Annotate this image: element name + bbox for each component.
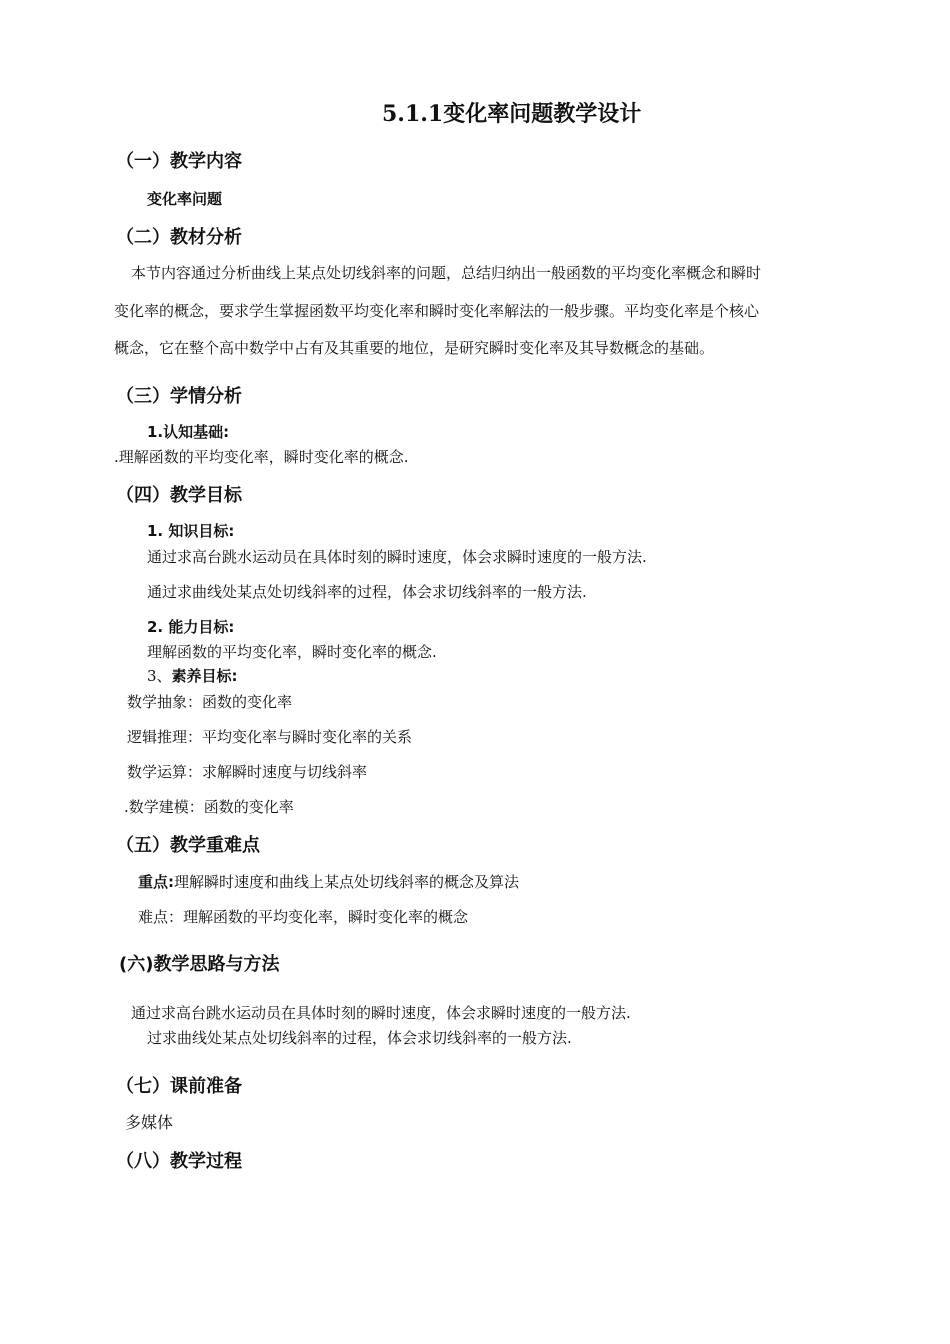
- key-point-label: 重点:: [138, 873, 174, 891]
- literacy-line-4: .数学建模：函数的变化率: [124, 798, 294, 816]
- literacy-line-2: 逻辑推理：平均变化率与瞬时变化率的关系: [127, 728, 413, 746]
- ability-text: 理解函数的平均变化率，瞬时变化率的概念.: [147, 643, 437, 661]
- material-line-1: 本节内容通过分析曲线上某点处切线斜率的问题，总结归纳出一般函数的平均变化率概念和瞬时: [131, 264, 762, 282]
- knowledge-line-2: 通过求曲线处某点处切线斜率的过程，体会求切线斜率的一般方法.: [147, 583, 587, 601]
- knowledge-line-1: 通过求高台跳水运动员在具体时刻的瞬时速度，体会求瞬时速度的一般方法.: [147, 548, 647, 566]
- heading-teaching-process: （八）教学过程: [116, 1151, 242, 1172]
- literacy-label: 素养目标:: [171, 667, 238, 685]
- preparation-text: 多媒体: [125, 1113, 174, 1132]
- heading-teaching-content: （一）教学内容: [116, 151, 242, 172]
- student-sub-label: 1.认知基础:: [147, 423, 230, 441]
- ability-label: 2. 能力目标:: [147, 618, 235, 636]
- key-point-line: [138, 875, 519, 891]
- student-text: .理解函数的平均变化率，瞬时变化率的概念.: [114, 448, 409, 466]
- heading-student-analysis: （三）学情分析: [116, 386, 242, 407]
- approach-line-2: 过求曲线处某点处切线斜率的过程，体会求切线斜率的一般方法.: [147, 1029, 572, 1047]
- difficulty-text: 难点：理解函数的平均变化率，瞬时变化率的概念: [138, 908, 469, 926]
- heading-preparation: （七）课前准备: [116, 1076, 242, 1097]
- document-title: 5.1.1变化率问题教学设计: [382, 101, 642, 127]
- heading-key-points: （五）教学重难点: [116, 835, 260, 856]
- heading-material-analysis: （二）教材分析: [116, 227, 242, 248]
- literacy-line-3: 数学运算：求解瞬时速度与切线斜率: [127, 763, 368, 781]
- teaching-content-text: 变化率问题: [147, 190, 223, 208]
- literacy-number: 3、: [147, 667, 172, 685]
- approach-line-1: 通过求高台跳水运动员在具体时刻的瞬时速度，体会求瞬时速度的一般方法.: [131, 1004, 631, 1022]
- heading-approach: (六)教学思路与方法: [119, 954, 280, 975]
- material-line-2: 变化率的概念，要求学生掌握函数平均变化率和瞬时变化率解法的一般步骤。平均变化率是个核心: [114, 302, 760, 320]
- key-point-text: 理解瞬时速度和曲线上某点处切线斜率的概念及算法: [174, 873, 520, 891]
- literacy-line-1: 数学抽象：函数的变化率: [127, 693, 293, 711]
- material-line-3: 概念，它在整个高中数学中占有及其重要的地位，是研究瞬时变化率及其导数概念的基础。: [114, 339, 715, 357]
- heading-objectives: （四）教学目标: [116, 485, 242, 506]
- literacy-label-line: [147, 669, 238, 685]
- knowledge-label: 1. 知识目标:: [147, 522, 235, 540]
